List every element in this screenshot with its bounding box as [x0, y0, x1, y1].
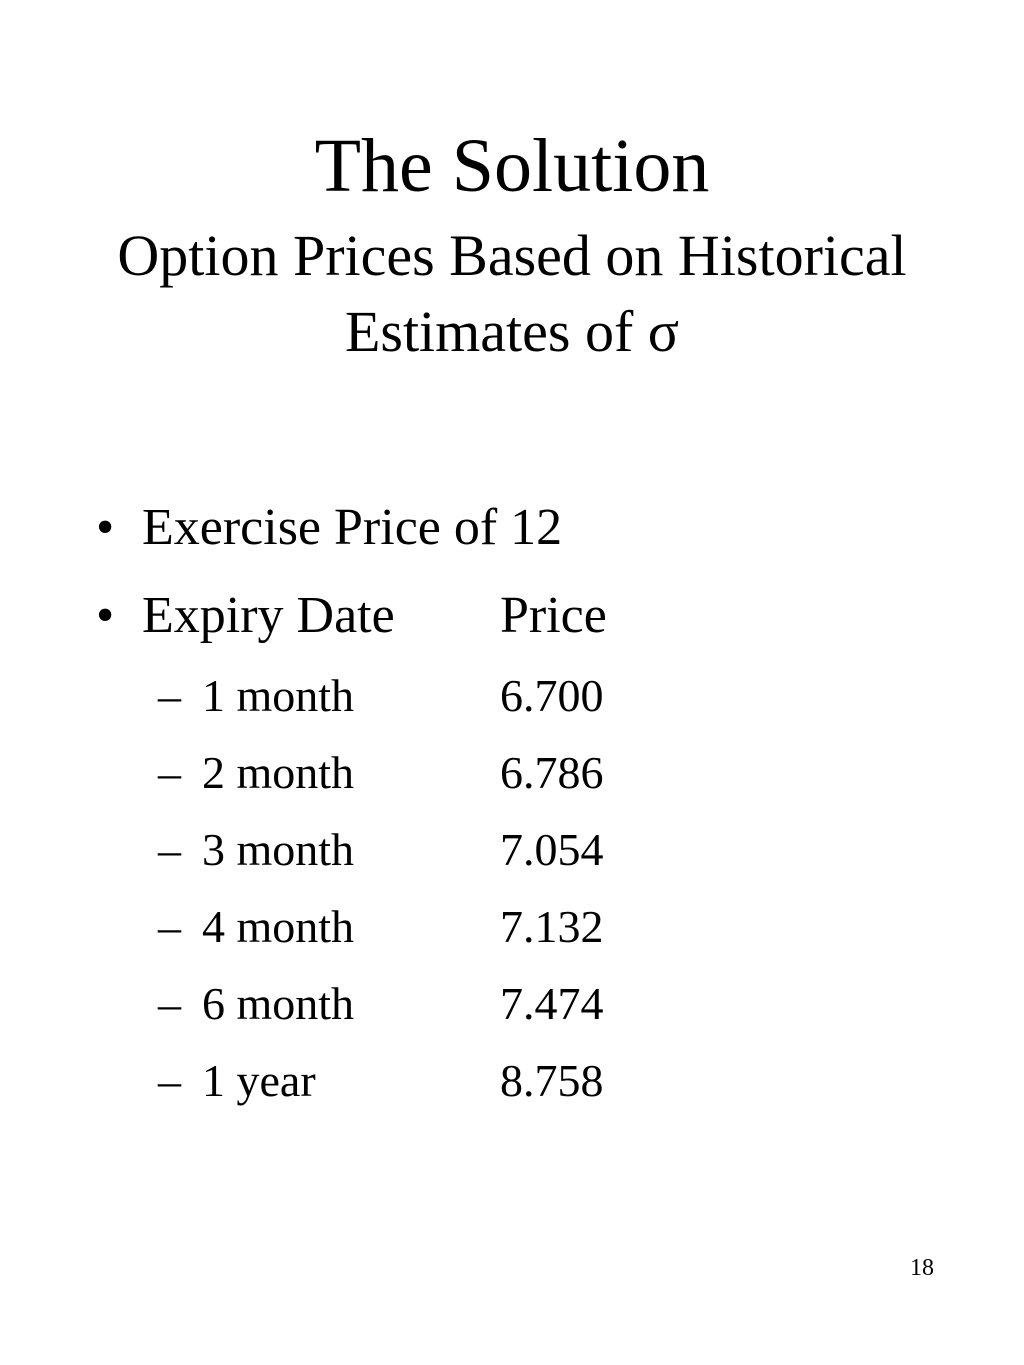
list-item	[158, 976, 758, 1053]
price-value: 7.054	[500, 824, 604, 875]
list-item	[158, 1053, 758, 1130]
expiry-label: 3 month	[202, 824, 355, 875]
price-value: 6.700	[500, 670, 604, 721]
price-value: 8.758	[500, 1055, 604, 1106]
list-item	[158, 668, 758, 745]
page-number: 18	[910, 1255, 934, 1281]
price-value: 6.786	[500, 747, 604, 798]
expiry-label: 6 month	[202, 978, 355, 1029]
dash-icon: –	[158, 978, 181, 1029]
bullet-dot-icon: •	[96, 587, 115, 644]
dash-icon: –	[158, 1055, 181, 1106]
subtitle-line-1: Option Prices Based on Historical	[117, 223, 907, 288]
bullet-exercise-price	[96, 498, 562, 558]
expiry-label: 1 month	[202, 670, 355, 721]
expiry-label: 1 year	[202, 1055, 316, 1106]
bullet-text: Exercise Price of 12	[142, 499, 563, 556]
slide-title: The Solution	[314, 124, 710, 208]
dash-icon: –	[158, 747, 181, 798]
bullet-dot-icon: •	[96, 499, 115, 556]
slide-subtitle	[0, 218, 1024, 370]
bullet-expiry-header	[96, 586, 607, 646]
dash-icon: –	[158, 824, 181, 875]
column-header-price: Price	[500, 587, 607, 644]
price-list	[158, 668, 758, 1130]
expiry-label: 2 month	[202, 747, 355, 798]
list-item	[158, 822, 758, 899]
column-header-expiry: Expiry Date	[142, 587, 395, 644]
expiry-label: 4 month	[202, 901, 355, 952]
price-value: 7.474	[500, 978, 604, 1029]
subtitle-line-2: Estimates of σ	[344, 299, 680, 364]
list-item	[158, 745, 758, 822]
list-item	[158, 899, 758, 976]
dash-icon: –	[158, 901, 181, 952]
dash-icon: –	[158, 670, 181, 721]
price-value: 7.132	[500, 901, 604, 952]
